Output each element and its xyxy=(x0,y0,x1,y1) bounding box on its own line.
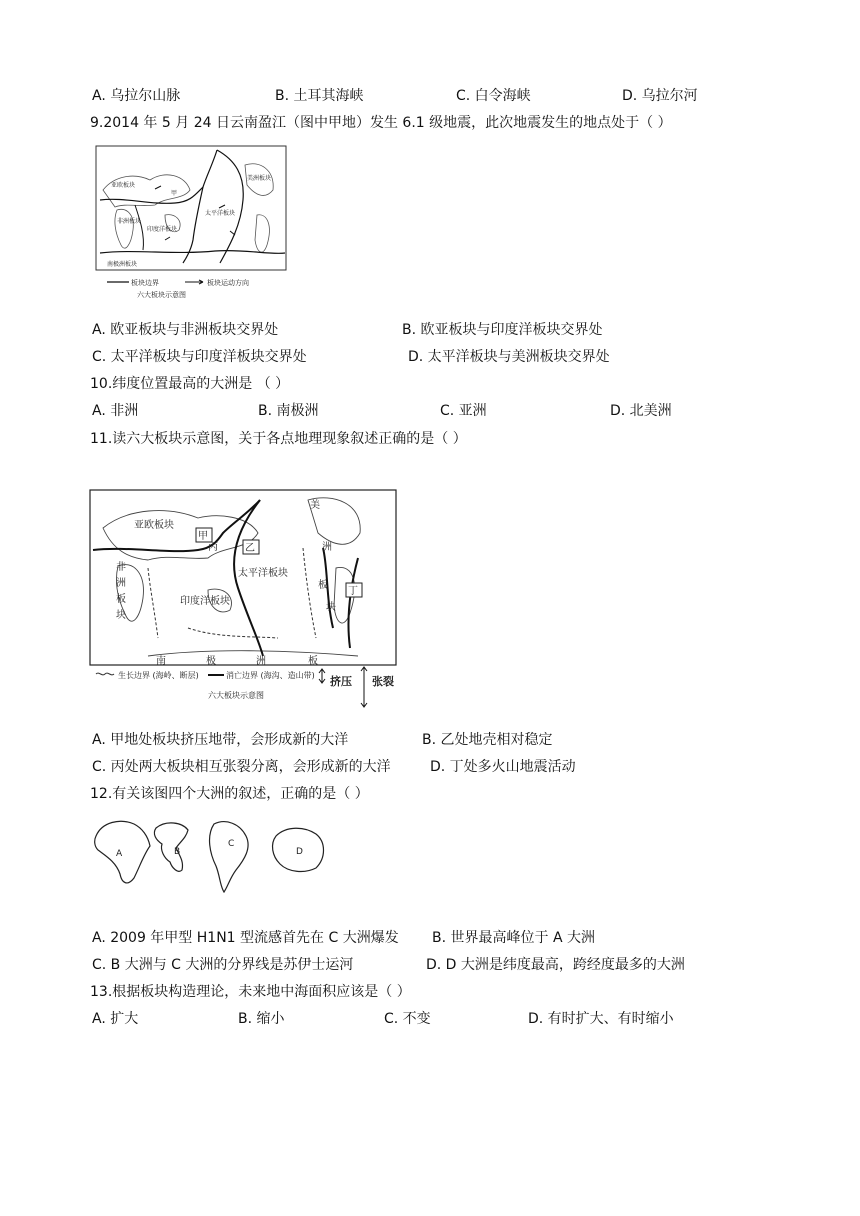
q11-label-am1: 美 xyxy=(310,500,320,511)
q8-option-d: D. 乌拉尔河 xyxy=(622,88,698,104)
q13-option-c: C. 不变 xyxy=(384,1011,431,1027)
q13-option-b: B. 缩小 xyxy=(238,1011,285,1027)
q12-label-a: A xyxy=(116,849,123,859)
q11-legend-grow: 生长边界 (海岭、断层) xyxy=(118,671,199,680)
q11-label-af2: 洲 xyxy=(116,578,126,589)
q9-plate-map-figure xyxy=(95,145,290,300)
q12-option-d: D. D 大洲是纬度最高，跨经度最多的大洲 xyxy=(426,957,685,973)
q8-option-b: B. 土耳其海峡 xyxy=(275,88,364,104)
q11-label-an2: 极 xyxy=(206,656,216,667)
q9-option-c: C. 太平洋板块与印度洋板块交界处 xyxy=(92,349,307,365)
q12-option-a: A. 2009 年甲型 H1N1 型流感首先在 C 大洲爆发 xyxy=(92,930,399,946)
q9-stem: 9.2014 年 5 月 24 日云南盈江（图中甲地）发生 6.1 级地震，此次地震发生的地点处于（ ） xyxy=(90,115,672,131)
q11-label-indian: 印度洋板块 xyxy=(180,596,230,607)
q11-label-af4: 块 xyxy=(116,610,126,621)
q12-label-d: D xyxy=(296,847,303,857)
q9-figure-caption: 六大板块示意图 xyxy=(137,291,186,299)
q12-option-c: C. B 大洲与 C 大洲的分界线是苏伊士运河 xyxy=(92,957,354,973)
q11-label-af3: 板 xyxy=(116,594,126,605)
q12-continents-figure xyxy=(90,814,330,898)
q12-label-c: C xyxy=(228,839,235,849)
q11-label-pacific: 太平洋板块 xyxy=(238,568,288,579)
q13-option-d: D. 有时扩大、有时缩小 xyxy=(528,1011,674,1027)
q11-label-an4: 板 xyxy=(308,656,318,667)
q12-option-b: B. 世界最高峰位于 A 大洲 xyxy=(432,930,595,946)
q11-label-am2: 洲 xyxy=(322,542,332,553)
q9-label-antarctic: 南极洲板块 xyxy=(107,261,138,268)
q8-option-c: C. 白令海峡 xyxy=(456,88,531,104)
q11-option-b: B. 乙处地壳相对稳定 xyxy=(422,732,553,748)
q11-label-yi: 乙 xyxy=(245,543,255,554)
q10-option-c: C. 亚洲 xyxy=(440,403,487,419)
q9-legend-motion: 板块运动方向 xyxy=(207,279,249,287)
q12-label-b: B xyxy=(174,847,181,857)
q9-label-jia: 甲 xyxy=(171,190,178,197)
q9-option-b: B. 欧亚板块与印度洋板块交界处 xyxy=(402,322,603,338)
q11-plate-map-figure xyxy=(88,488,394,713)
q13-stem: 13.根据板块构造理论，未来地中海面积应该是（ ） xyxy=(90,984,411,1000)
q8-option-a: A. 乌拉尔山脉 xyxy=(92,88,181,104)
q9-legend-boundary: 板块边界 xyxy=(131,279,159,287)
q11-legend-split: 张裂 xyxy=(372,675,394,688)
q10-stem: 10.纬度位置最高的大洲是 （ ） xyxy=(90,376,290,392)
q12-stem: 12.有关该图四个大洲的叙述，正确的是（ ） xyxy=(90,786,369,802)
q11-label-bing: 丙 xyxy=(208,542,218,553)
q9-label-pacific: 太平洋板块 xyxy=(205,210,236,217)
q13-option-a: A. 扩大 xyxy=(92,1011,139,1027)
q11-option-d: D. 丁处多火山地震活动 xyxy=(430,759,576,775)
q9-label-eurasian: 亚欧板块 xyxy=(111,182,136,189)
q9-label-african: 非洲板块 xyxy=(117,218,142,225)
q11-option-a: A. 甲地处板块挤压地带，会形成新的大洋 xyxy=(92,732,349,748)
q10-option-a: A. 非洲 xyxy=(92,403,139,419)
q11-label-an1: 南 xyxy=(156,656,166,667)
q11-legend-die: 消亡边界 (海沟、造山带) xyxy=(226,671,315,680)
q9-label-american: 美洲板块 xyxy=(247,175,272,182)
q11-label-am3: 板 xyxy=(318,580,328,591)
q10-option-b: B. 南极洲 xyxy=(258,403,319,419)
q11-label-am4: 块 xyxy=(326,602,336,613)
q11-label-eurasian: 亚欧板块 xyxy=(134,520,174,531)
q11-stem: 11.读六大板块示意图，关于各点地理现象叙述正确的是（ ） xyxy=(90,431,467,447)
q9-option-a: A. 欧亚板块与非洲板块交界处 xyxy=(92,322,279,338)
q10-option-d: D. 北美洲 xyxy=(610,403,672,419)
q11-option-c: C. 丙处两大板块相互张裂分离，会形成新的大洋 xyxy=(92,759,391,775)
q11-label-af1: 非 xyxy=(116,562,126,573)
q11-label-jia: 甲 xyxy=(198,531,208,542)
q11-legend-squeeze: 挤压 xyxy=(330,675,352,688)
q11-label-an3: 洲 xyxy=(256,656,266,667)
q11-figure-caption: 六大板块示意图 xyxy=(208,691,264,700)
q9-option-d: D. 太平洋板块与美洲板块交界处 xyxy=(408,349,610,365)
q9-label-indian: 印度洋板块 xyxy=(147,226,178,233)
q11-label-ding: 丁 xyxy=(348,586,358,597)
